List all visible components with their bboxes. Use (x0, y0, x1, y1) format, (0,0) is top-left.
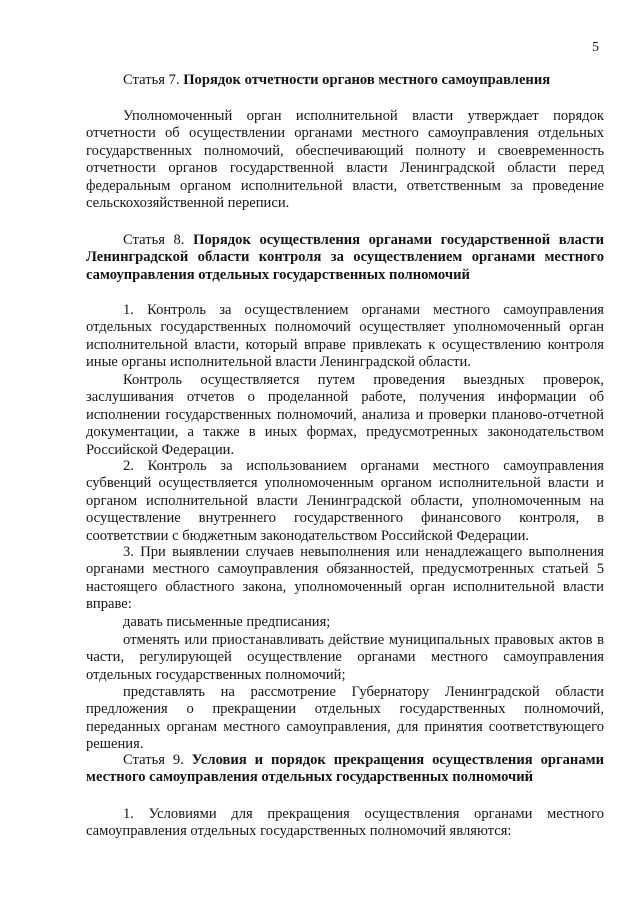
article-9-title: Условия и порядок прекращения осуществления органами местного самоуправления отдельных государственных полномочий (86, 752, 604, 786)
article-8-paragraph-6: отменять или приостанавливать действие муниципальных правовых актов в части, регулирующей осуществление органами местного самоуправления отдельных государственных полномочий; (86, 632, 604, 683)
article-9-heading (86, 752, 604, 787)
article-8-paragraph-1: 1. Контроль за осуществлением органами местного самоуправления отдельных государственных полномочий осуществляет уполномоченный орган исполнительной власти, который вправе привлекать к осуществлению контроля иные органы исполнительной власти Ленинградской области. (86, 302, 604, 371)
article-7-title: Порядок отчетности органов местного самоуправления (183, 72, 551, 88)
article-8-paragraph-3: 2. Контроль за использованием органами местного самоуправления субвенций осуществляется уполномоченным органом исполнительной власти и органом исполнительной власти Ленинградской области, уполномоченным на осуществление внутреннего государственного финансового контроля, в соответствии с бюджетным законодательством Российской Федерации. (86, 458, 604, 544)
article-8-paragraph-2: Контроль осуществляется путем проведения выездных проверок, заслушивания отчетов о проделанной работе, получения информации об исполнении государственных полномочий, анализа и проверки планово-отчетной документации, а также в иных формах, предусмотренных законодательством Российской Федерации. (86, 372, 604, 458)
article-8-paragraph-4: 3. При выявлении случаев невыполнения или ненадлежащего выполнения органами местного самоуправления обязанностей, предусмотренных статьей 5 настоящего областного закона, уполномоченный орган исполнительной власти вправе: (86, 544, 604, 613)
article-8-heading (86, 232, 604, 284)
article-7-heading (86, 72, 604, 89)
page-number: 5 (592, 40, 599, 55)
article-7-paragraph-1: Уполномоченный орган исполнительной власти утверждает порядок отчетности об осуществлении органами местного самоуправления отдельных государственных полномочий, обеспечивающий полноту и своевременность отчетности органов государственной власти Ленинградской области перед федеральным органом исполнительной власти, ответственным за проведение сельскохозяйственной переписи. (86, 108, 604, 212)
article-8-paragraph-7: представлять на рассмотрение Губернатору Ленинградской области предложения о прекращении отдельных государственных полномочий, переданных органам местного самоуправления, для принятия соответствующего решения. (86, 684, 604, 753)
article-8-paragraph-5: давать письменные предписания; (123, 614, 331, 630)
article-8-prefix: Статья 8. (123, 232, 185, 248)
article-9-prefix: Статья 9. (123, 752, 184, 768)
article-9-paragraph-1: 1. Условиями для прекращения осуществления органами местного самоуправления отдельных государственных полномочий являются: (86, 806, 604, 840)
article-8-title: Порядок осуществления органами государственной власти Ленинградской области контроля за осуществлением органами местного самоуправления отдельных государственных полномочий (86, 232, 604, 283)
article-7-prefix: Статья 7. (123, 72, 180, 88)
